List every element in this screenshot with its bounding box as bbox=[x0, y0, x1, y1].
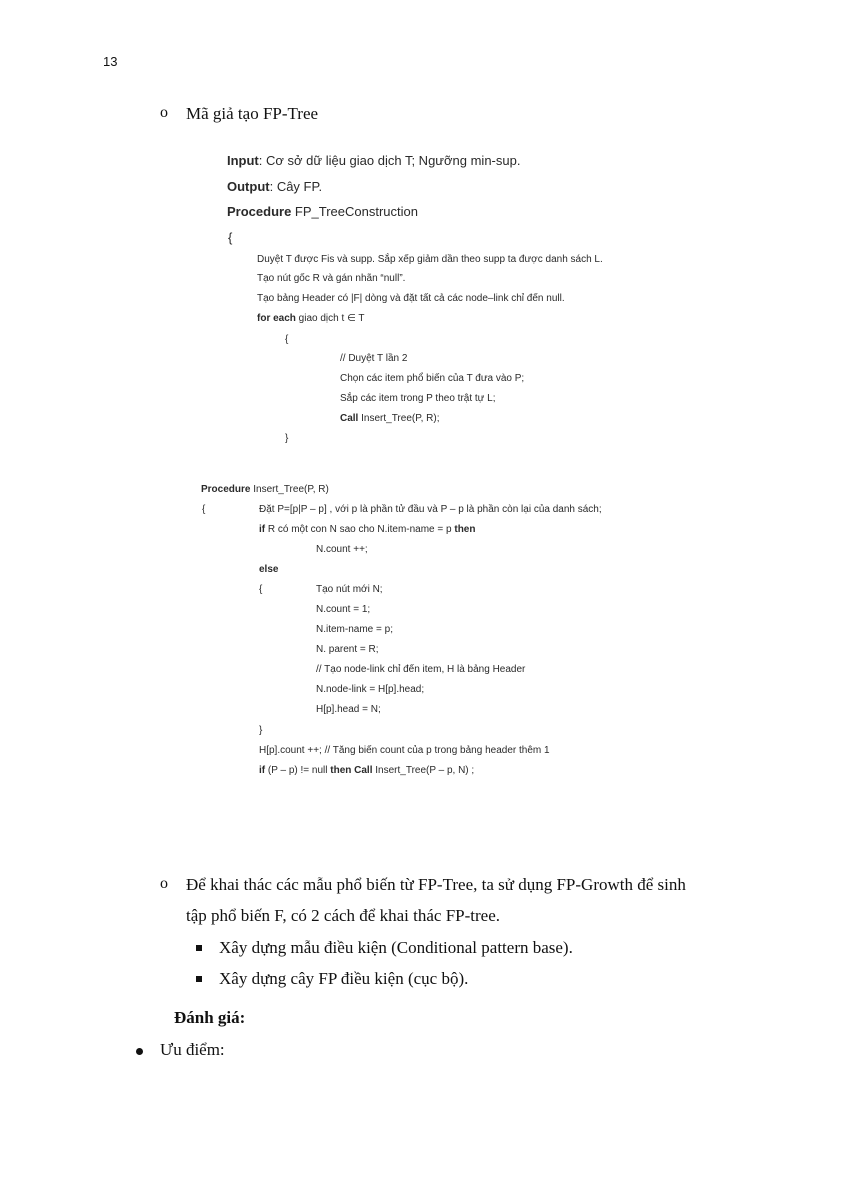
procedure-line: Procedure FP_TreeConstruction bbox=[227, 204, 418, 219]
header-count-line: H[p].count ++; // Tăng biến count của p trong bảng header thêm 1 bbox=[259, 745, 550, 756]
advantages-label: Ưu điểm: bbox=[160, 1040, 225, 1059]
bullet-dot-icon bbox=[136, 1048, 143, 1055]
step-sort-items: Sắp các item trong P theo trật tự L; bbox=[340, 393, 496, 404]
square-bullet-icon bbox=[196, 945, 202, 951]
else-close-brace: } bbox=[259, 725, 263, 736]
fp-growth-text-line1: Để khai thác các mẫu phổ biến từ FP-Tree, ta sử dụng FP-Growth để sinh bbox=[186, 875, 686, 894]
step-create-root: Tạo nút gốc R và gán nhãn “null”. bbox=[257, 273, 406, 284]
hollow-bullet-icon: o bbox=[160, 104, 168, 121]
recursive-call-line: if (P – p) != null then Call Insert_Tree(P – p, N) ; bbox=[259, 765, 475, 776]
if-child-line: if R có một con N sao cho N.item-name = p then bbox=[259, 524, 476, 535]
hollow-bullet-icon: o bbox=[160, 875, 168, 892]
input-line: Input: Cơ sở dữ liệu giao dịch T; Ngưỡng min-sup. bbox=[227, 153, 521, 168]
evaluation-heading: Đánh giá: bbox=[174, 1008, 246, 1027]
step-set-node-link: N.node-link = H[p].head; bbox=[316, 684, 425, 695]
inner-open-brace: { bbox=[285, 334, 289, 345]
square-bullet-icon bbox=[196, 976, 202, 982]
step-set-parent: N. parent = R; bbox=[316, 644, 379, 655]
sub-item-conditional-fp-tree: Xây dựng cây FP điều kiện (cục bộ). bbox=[219, 969, 469, 988]
comment-node-link: // Tạo node-link chỉ đến item, H là bảng Header bbox=[316, 664, 526, 675]
output-line: Output: Cây FP. bbox=[227, 179, 323, 194]
insert-tree-open-brace: { bbox=[202, 504, 206, 515]
comment-second-scan: // Duyệt T lần 2 bbox=[340, 353, 408, 364]
for-each-line: for each giao dịch t ∈ T bbox=[257, 313, 365, 324]
else-open-brace: { bbox=[259, 584, 263, 595]
fp-growth-text-line2: tập phổ biến F, có 2 cách để khai thác FP-tree. bbox=[186, 906, 500, 925]
step-new-node: Tạo nút mới N; bbox=[316, 584, 383, 595]
step-split-list: Đặt P=[p|P – p] , với p là phần tử đầu và P – p là phần còn lại của danh sách; bbox=[259, 504, 602, 515]
else-keyword: else bbox=[259, 564, 279, 575]
sub-item-conditional-pattern-base: Xây dựng mẫu điều kiện (Conditional pattern base). bbox=[219, 938, 573, 957]
step-scan-db: Duyệt T được Fis và supp. Sắp xếp giảm dần theo supp ta được danh sách L. bbox=[257, 254, 603, 265]
step-choose-items: Chọn các item phổ biến của T đưa vào P; bbox=[340, 373, 525, 384]
insert-tree-procedure-line: Procedure Insert_Tree(P, R) bbox=[201, 484, 329, 495]
inner-close-brace: } bbox=[285, 433, 289, 444]
call-insert-tree-line: Call Insert_Tree(P, R); bbox=[340, 413, 440, 424]
step-set-count: N.count = 1; bbox=[316, 604, 371, 615]
step-set-item-name: N.item-name = p; bbox=[316, 624, 393, 635]
open-brace: { bbox=[228, 230, 233, 245]
step-set-header-head: H[p].head = N; bbox=[316, 704, 381, 715]
step-create-header: Tạo bảng Header có |F| dòng và đặt tất cả các node–link chỉ đến null. bbox=[257, 293, 565, 304]
count-increment-line: N.count ++; bbox=[316, 544, 368, 555]
page-number: 13 bbox=[103, 54, 118, 69]
section-heading-fp-tree-pseudocode: Mã giả tạo FP-Tree bbox=[186, 104, 319, 123]
